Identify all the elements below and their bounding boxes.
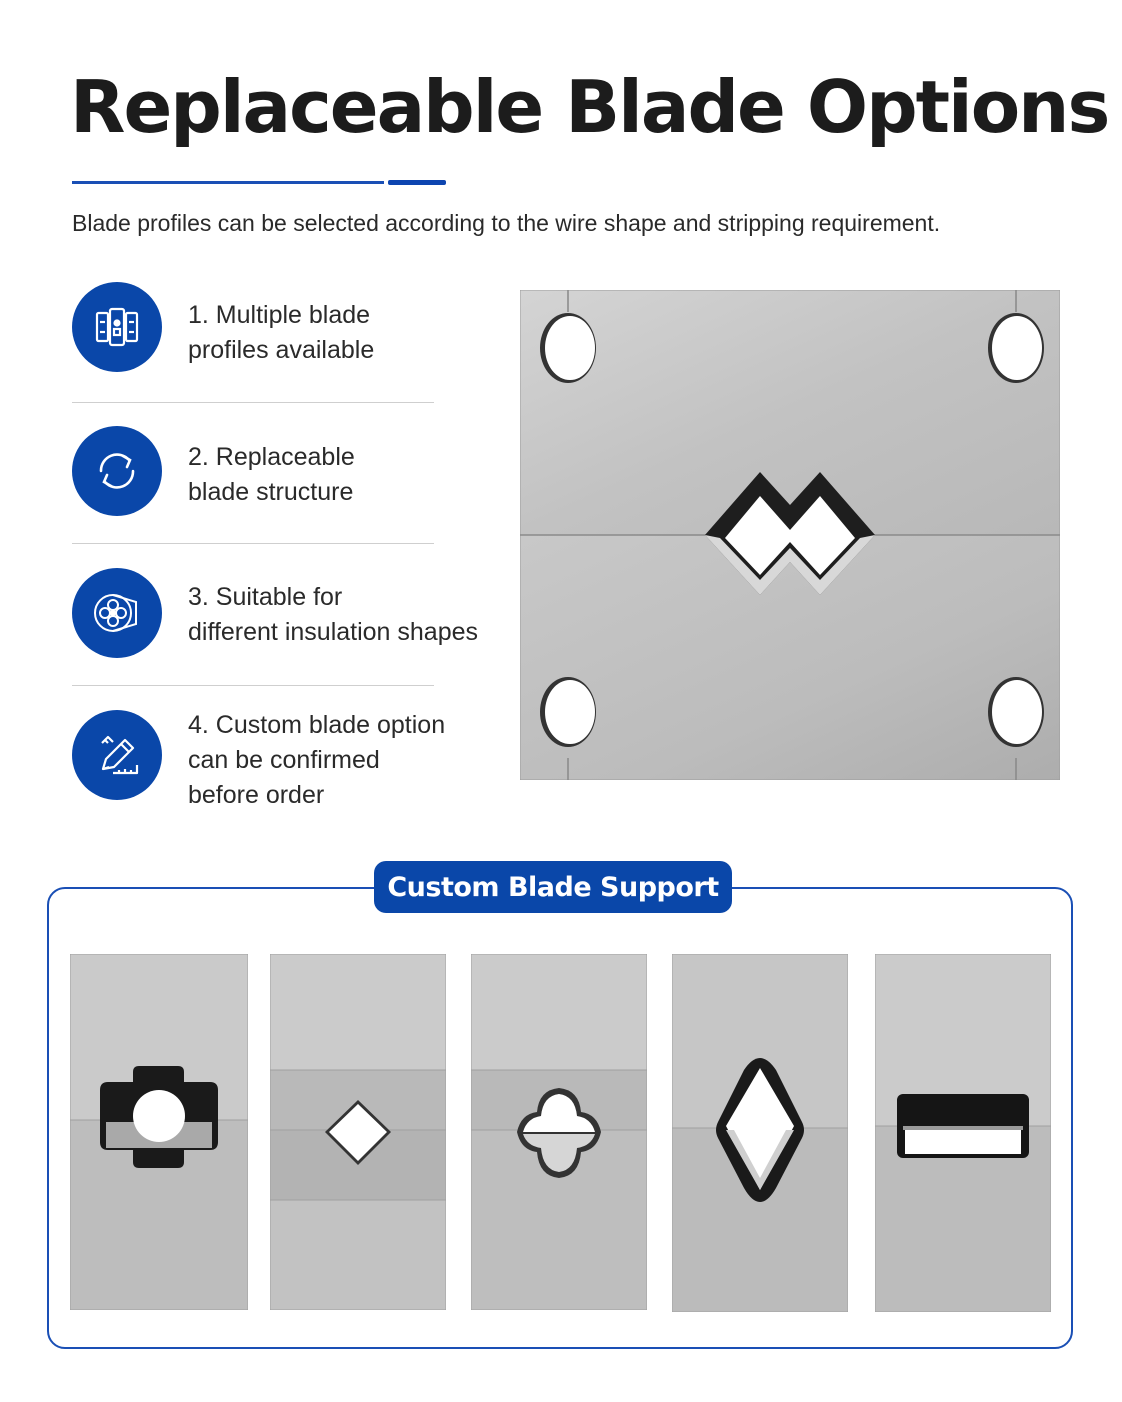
feature-4-line-1: 4. Custom blade option — [188, 711, 446, 739]
custom-blade-badge: Custom Blade Support — [374, 861, 732, 913]
flat-rectangle-blade-sample — [875, 954, 1051, 1312]
feature-1-line-2: profiles available — [188, 336, 375, 364]
main-blade-image — [520, 290, 1060, 780]
feature-2-line-2: blade structure — [188, 478, 354, 506]
feature-2-line-1: 2. Replaceable — [188, 443, 355, 471]
feature-1-line-1: 1. Multiple blade — [188, 301, 371, 329]
feature-3-line-2: different insulation shapes — [188, 618, 479, 646]
diamond-blade-sample — [270, 954, 446, 1310]
page-title: Replaceable Blade Options — [70, 65, 1109, 149]
blade-profiles-icon — [72, 282, 162, 372]
feature-4-line-3: before order — [188, 781, 325, 809]
quatrefoil-blade-sample — [471, 954, 647, 1310]
title-underline-accent — [388, 180, 446, 185]
replace-cycle-icon — [72, 426, 162, 516]
feature-divider — [72, 543, 434, 544]
title-underline — [72, 181, 384, 184]
feature-3-line-1: 3. Suitable for — [188, 583, 343, 611]
page-subtitle: Blade profiles can be selected according to the wire shape and stripping requirement. — [72, 210, 941, 236]
cable-cross-section-icon — [72, 568, 162, 658]
feature-4-line-2: can be confirmed — [188, 746, 380, 774]
feature-divider — [72, 402, 434, 403]
rounded-cross-blade-sample — [70, 954, 248, 1310]
feature-divider — [72, 685, 434, 686]
design-pencil-ruler-icon — [72, 710, 162, 800]
vertical-diamond-blade-sample — [672, 954, 848, 1312]
